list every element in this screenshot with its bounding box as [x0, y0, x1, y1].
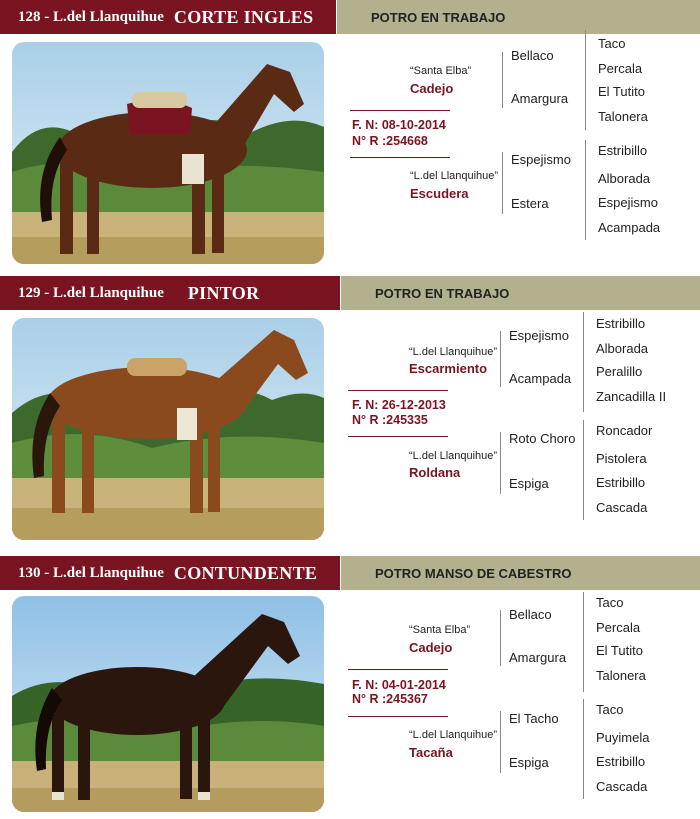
pedigree-line-dam	[500, 711, 501, 773]
great-grandparent: El Tutito	[598, 84, 645, 99]
grandparent: Acampada	[509, 371, 572, 386]
great-grandparent: Acampada	[598, 220, 661, 235]
great-grandparent: Percala	[598, 61, 643, 76]
dam-name: Tacaña	[409, 745, 453, 760]
great-grandparent: Peralillo	[596, 364, 643, 379]
great-grandparent: Zancadilla II	[596, 389, 667, 404]
horse-name: CORTE INGLES	[173, 6, 314, 27]
lot-card-130	[0, 556, 700, 819]
sire-name: Cadejo	[409, 640, 453, 655]
pedigree-line-dam	[502, 152, 503, 214]
grandparent: Bellaco	[511, 48, 554, 63]
lot-card-129	[0, 276, 700, 551]
lot-category-bar	[337, 0, 700, 34]
dam-origin: “L.del Llanquihue”	[409, 450, 498, 462]
birth-date: F. N: 04-01-2014	[352, 678, 446, 692]
great-grandparent: Taco	[596, 702, 624, 717]
divider-line	[348, 669, 448, 670]
great-grandparent: Taco	[596, 595, 624, 610]
grandparent: Espejismo	[509, 328, 569, 343]
great-grandparent: Talonera	[596, 668, 646, 683]
great-grandparent: Cascada	[596, 500, 648, 515]
grandparent: Bellaco	[509, 607, 552, 622]
great-grandparent: Estribillo	[596, 754, 646, 769]
horse-photo	[12, 596, 324, 812]
great-grandparent: Pistolera	[596, 451, 647, 466]
pedigree-line-upper	[585, 30, 586, 130]
lot-category-bar	[341, 556, 700, 590]
divider-line	[348, 390, 448, 391]
pedigree-line-sire	[500, 331, 501, 387]
great-grandparent: Estribillo	[598, 143, 648, 158]
sire-origin: “Santa Elba”	[409, 624, 471, 636]
sire-origin: “Santa Elba”	[410, 65, 472, 77]
pedigree-line-lower	[585, 140, 586, 240]
registry-number: N° R :245367	[352, 692, 428, 706]
pedigree-line-sire	[500, 610, 501, 666]
grandparent: Espejismo	[511, 152, 571, 167]
pedigree-line-dam	[500, 432, 501, 494]
sire-name: Escarmiento	[409, 361, 488, 376]
lot-number: 130 - L.del Llanquihue	[18, 564, 164, 581]
lot-category: POTRO MANSO DE CABESTRO	[375, 565, 572, 581]
pedigree-line-upper	[583, 312, 584, 412]
sire-origin: “L.del Llanquihue”	[409, 346, 498, 358]
great-grandparent: Roncador	[596, 423, 653, 438]
lot-category-bar	[341, 276, 700, 310]
great-grandparent: Talonera	[598, 109, 648, 124]
dam-name: Escudera	[410, 186, 469, 201]
divider-line	[348, 436, 448, 437]
divider-line	[350, 157, 450, 158]
great-grandparent: Estribillo	[596, 316, 646, 331]
grandparent: Espiga	[509, 476, 549, 491]
dam-name: Roldana	[409, 465, 461, 480]
great-grandparent: Espejismo	[598, 195, 658, 210]
lot-title-bar	[0, 0, 336, 34]
registry-number: N° R :254668	[352, 134, 428, 148]
great-grandparent: Alborada	[598, 171, 651, 186]
lot-number: 129 - L.del Llanquihue	[18, 284, 164, 301]
pedigree-line-upper	[583, 592, 584, 692]
great-grandparent: Alborada	[596, 341, 649, 356]
lot-card-128	[0, 0, 700, 275]
great-grandparent: Estribillo	[596, 475, 646, 490]
dam-origin: “L.del Llanquihue”	[409, 729, 498, 741]
birth-date: F. N: 26-12-2013	[352, 398, 446, 412]
lot-title-bar	[0, 276, 340, 310]
registry-number: N° R :245335	[352, 413, 428, 427]
grandparent: Estera	[511, 196, 549, 211]
great-grandparent: Percala	[596, 620, 641, 635]
pedigree-line-sire	[502, 52, 503, 108]
pedigree-line-lower	[583, 699, 584, 799]
lot-number: 128 - L.del Llanquihue	[18, 8, 164, 25]
dam-origin: “L.del Llanquihue”	[410, 170, 499, 182]
pedigree-line-lower	[583, 420, 584, 520]
sire-name: Cadejo	[410, 81, 454, 96]
lot-category: POTRO EN TRABAJO	[375, 285, 510, 301]
horse-photo	[12, 318, 324, 540]
lot-category: POTRO EN TRABAJO	[371, 9, 506, 25]
great-grandparent: El Tutito	[596, 643, 643, 658]
birth-date: F. N: 08-10-2014	[352, 118, 446, 132]
grandparent: Amargura	[509, 650, 567, 665]
great-grandparent: Puyimela	[596, 730, 650, 745]
grandparent: Espiga	[509, 755, 549, 770]
great-grandparent: Cascada	[596, 779, 648, 794]
horse-name: PINTOR	[187, 282, 260, 303]
horse-photo	[12, 42, 324, 264]
grandparent: El Tacho	[509, 711, 559, 726]
divider-line	[350, 110, 450, 111]
divider-line	[348, 716, 448, 717]
horse-name: CONTUNDENTE	[173, 562, 318, 583]
grandparent: Roto Choro	[509, 431, 576, 446]
lot-title-bar	[0, 556, 340, 590]
great-grandparent: Taco	[598, 36, 626, 51]
grandparent: Amargura	[511, 91, 569, 106]
